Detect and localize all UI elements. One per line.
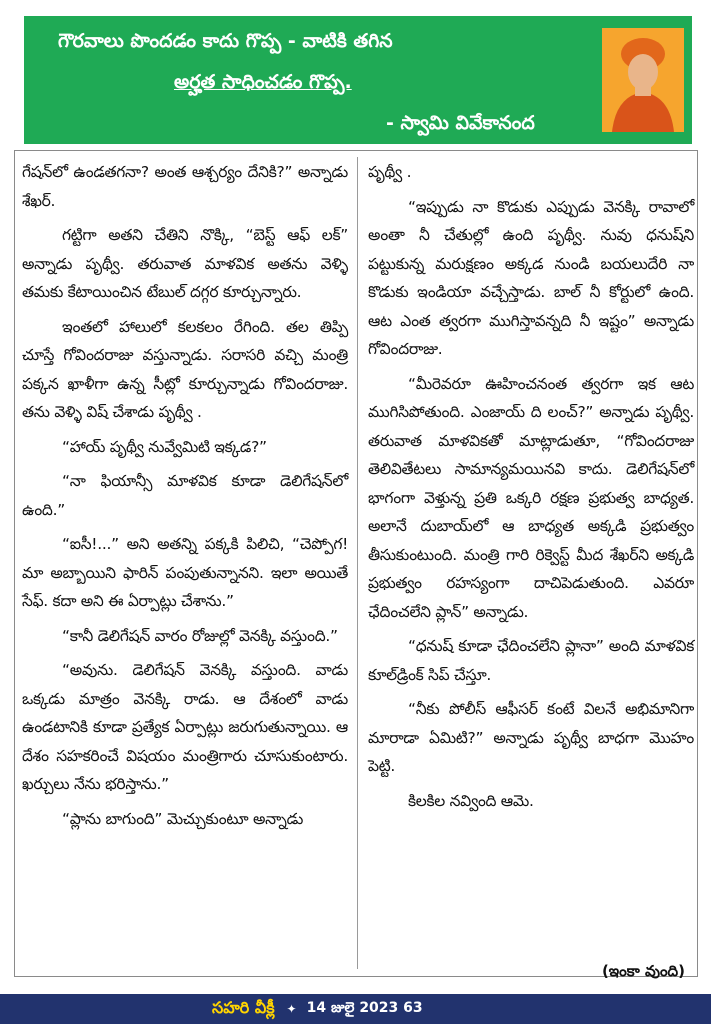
paragraph: కిలకిల నవ్వింది ఆమె. <box>408 791 534 810</box>
magazine-brand: సహరి వీక్లీ <box>212 997 275 1017</box>
quote-banner <box>24 16 692 144</box>
paragraph: “ఇప్పుడు నా కొడుకు ఎప్పుడు వెనక్కి రావాలో అంతా నీ చేతుల్లో ఉంది పృథ్వీ. నువు ధనుష్‌ని పట్టుకున్న మరుక్షణం అక్కడ నుండి బయలుదేరి నా కొడుకు ఇండియా వచ్చేస్తాడు. బాల్ నీ కోర్టులో ఉంది. ఆట ఎంత త్వరగా ముగిస్తావన్నది నీ ఇష్టం” అన్నాడు గోవిందరాజు. <box>368 197 694 358</box>
quote-line-2: అర్హత సాధించడం గొప్ప. <box>174 71 352 93</box>
quote-line-1: గౌరవాలు పొందడం కాదు గొప్ప - వాటికి తగిన <box>58 30 393 52</box>
paragraph: “ధనుష్ కూడా ఛేదించలేని ప్లానా” అంది మాళవిక కూల్‌డ్రింక్ సిప్ చేస్తూ. <box>368 637 694 684</box>
column-divider <box>357 157 358 969</box>
portrait-illustration <box>602 28 684 132</box>
paragraph: ఇంతలో హాలులో కలకలం రేగింది. తల తిప్పి చూస్తే గోవిందరాజు వస్తున్నాడు. సరాసరి వచ్చి మంత్రి పక్కన ఖాళీగా ఉన్న సీట్లో కూర్చున్నాడు గోవిందరాజు. తను వెళ్ళి విష్ చేశాడు పృథ్వీ . <box>22 317 348 421</box>
date-page-number: 14 జులై 2023 63 <box>306 999 423 1016</box>
paragraph: “కానీ డెలిగేషన్ వారం రోజుల్లో వెనక్కి వస్తుంది.” <box>62 626 338 645</box>
paragraph: “హాయ్ పృథ్వీ నువ్వేమిటి ఇక్కడ?” <box>62 437 267 456</box>
right-column <box>368 158 694 821</box>
paragraph: “ప్లాను బాగుంది” మెచ్చుకుంటూ అన్నాడు <box>62 809 304 828</box>
paragraph: “నా ఫియాన్సీ మాళవిక కూడా డెలిగేషన్‌లో ఉంది.” <box>22 472 348 519</box>
paragraph: “మీరెవరూ ఊహించనంత త్వరగా ఇక ఆట ముగిసిపోతుంది. ఎంజాయ్ ది లంచ్?” అన్నాడు పృథ్వీ. తరువాత మాళవికతో మాట్లాడుతూ, “గోవిందరాజు తెలివితేటలు సామాన్యమయినవి కాదు. డెలిగేషన్‌లో భాగంగా వెళ్తున్న ప్రతి ఒక్కరి రక్షణ ప్రభుత్వ బాధ్యత. అలానే దుబాయ్‌లో ఆ బాధ్యత అక్కడి ప్రభుత్వం తీసుకుంటుంది. మంత్రి గారి రిక్వెస్ట్ మీద శేఖర్‌ని అక్కడి ప్రభుత్వం రహస్యంగా దాచిపెడుతుంది. ఎవరూ ఛేదించలేని ప్లాన్” అన్నాడు. <box>368 374 694 621</box>
continued-note: (ఇంకా వుంది) <box>601 962 685 980</box>
footer-bar <box>0 994 711 1024</box>
paragraph: “నీకు పోలీస్ ఆఫీసర్ కంటే విలనే అభిమానిగా మారాడా ఏమిటి?” అన్నాడు పృథ్వీ బాధగా మొహం పెట్టి. <box>368 700 694 775</box>
star-icon: ✦ <box>286 1002 297 1016</box>
paragraph: పృథ్వీ . <box>368 163 412 181</box>
paragraph: “అవును. డెలిగేషన్ వెనక్కి వస్తుంది. వాడు ఒక్కడు మాత్రం వెనక్కి రాడు. ఆ దేశంలో వాడు ఉండటానికి కూడా ప్రత్యేక ఏర్పాట్లు జరుగుతున్నాయి. ఆ దేశం సహకరించే విషయం మంత్రిగారు చూసుకుంటారు. ఖర్చులు నేను భరిస్తాను.” <box>22 661 348 793</box>
left-column <box>22 158 348 839</box>
quote-attribution: - స్వామి వివేకానంద <box>386 112 535 134</box>
paragraph: గేషన్‌లో ఉండతగనా? అంత ఆశ్చర్యం దేనికి?” అన్నాడు శేఖర్. <box>22 163 348 210</box>
paragraph: “ఐసీ!...” అని అతన్ని పక్కకి పిలిచి, “చెప్పోగ! మా అబ్బాయిని ఫారిన్ పంపుతున్నానని. ఇలా అయితే సేఫ్. కదా అని ఈ ఏర్పాట్లు చేశాను.” <box>22 535 348 610</box>
paragraph: గట్టిగా అతని చేతిని నొక్కి, “బెస్ట్ ఆఫ్ లక్” అన్నాడు పృథ్వీ. తరువాత మాళవిక అతను వెళ్ళి తమకు కేటాయించిన టేబుల్ దగ్గర కూర్చున్నారు. <box>22 226 348 301</box>
vivekananda-portrait <box>602 28 684 132</box>
